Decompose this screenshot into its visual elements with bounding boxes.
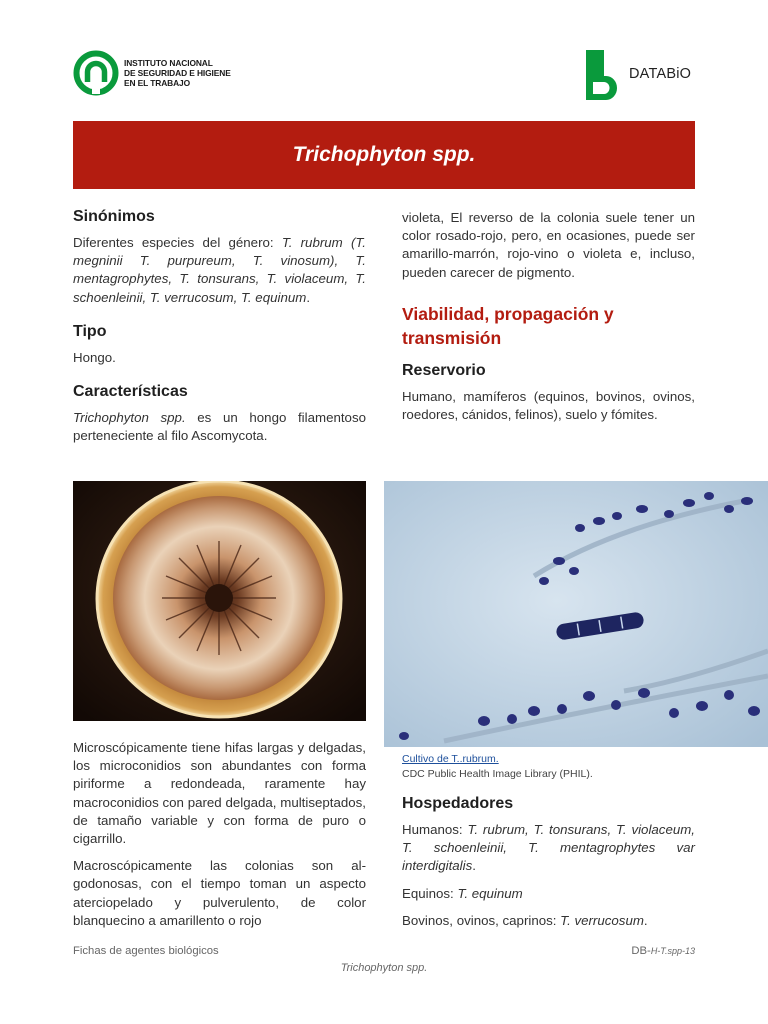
sinonimos-species: T. rubrum (T. megninii T. purpureum, T. vinosum), T. mentagrophytes, T. tonsurans, T. violaceum, T. schoenleinii, T. verrucosum, T. equinum: [73, 235, 366, 305]
footer-center: Trichophyton spp.: [340, 962, 428, 974]
sinonimos-paragraph: [73, 234, 366, 307]
caract-genus: Trichophyton spp.: [73, 410, 186, 426]
sinonimos-end: .: [306, 289, 311, 305]
hosp-bovinos-period: .: [643, 912, 648, 928]
hosp-equinos-label: Equinos:: [402, 885, 458, 901]
reservorio-heading: Reservorio: [402, 361, 486, 379]
databio-logo-icon: [586, 50, 626, 100]
hosp-equinos-species: T. equinum: [457, 885, 523, 901]
caption-link[interactable]: Cultivo de T..rubrum.: [402, 753, 499, 765]
insht-line-2: DE SEGURIDAD E HIGIENE: [124, 68, 231, 78]
insht-logo-text: [124, 58, 244, 88]
image-caption: [402, 752, 722, 782]
hospedadores-heading: Hospedadores: [402, 795, 514, 812]
right-column: [402, 209, 695, 433]
sinonimos-heading: Sinónimos: [73, 208, 155, 225]
insht-logo-icon: [73, 50, 119, 96]
databio-logo-text: DATABiO: [629, 66, 692, 82]
hosp-bovinos-label: Bovinos, ovinos, caprinos:: [402, 912, 561, 928]
microscopic-paragraph: Microscópicamente tiene hifas largas y delgadas, los microconidios son abundantes con forma piriforme a redondeada, raramente hay macroconidios con pared delgada, multiseptados, de tamaño variable y con forma de puro o cigarrillo.: [73, 740, 366, 847]
right-column-bottom: [402, 795, 695, 939]
tipo-heading: Tipo: [73, 322, 107, 340]
hosp-bovinos: [402, 912, 695, 930]
insht-line-1: INSTITUTO NACIONAL: [124, 58, 213, 68]
microscopy-image: [384, 481, 768, 747]
title-banner: [73, 121, 695, 189]
macroscopic-paragraph: Macroscópicamente las colonias son algodonosas, con el tiempo toman un aspecto aterciopelado y pulverulento, de color blanquecino a amarillento o rojo: [73, 858, 366, 928]
tipo-paragraph: Hongo.: [73, 349, 116, 365]
hosp-humanos-period: .: [472, 858, 476, 874]
page-title: Trichophyton spp.: [292, 143, 476, 166]
continuation-paragraph: violeta, El reverso de la colonia suele tener un color rosado-rojo, pero, en ocasiones, puede ser amarillo-marrón, rojo-vino o violeta e, incluso, pueden carecer de pigmento.: [402, 210, 695, 280]
hosp-humanos-label: Humanos:: [402, 822, 468, 837]
reservorio-paragraph: Humano, mamíferos (equinos, bovinos, ovinos, roedores, cánidos, felinos), suelo y fómites.: [402, 388, 695, 423]
caract-text: es un hongo filamentoso perteneciente al filo Ascomycota.: [73, 410, 366, 444]
footer-left: Fichas de agentes biológicos: [73, 945, 219, 957]
hosp-equinos: [402, 885, 695, 903]
footer-right: [560, 945, 695, 957]
left-column: [73, 208, 366, 454]
insht-line-3: EN EL TRABAJO: [124, 78, 191, 88]
caracteristicas-paragraph: [73, 409, 366, 445]
left-column-bottom: [73, 739, 366, 939]
footer-code-small: H-T.spp-13: [650, 946, 695, 956]
viabilidad-heading: Viabilidad, propagación y transmisión: [402, 303, 614, 348]
caption-source: CDC Public Health Image Library (PHIL).: [402, 768, 593, 780]
caracteristicas-heading: Características: [73, 383, 188, 401]
hosp-humanos: [402, 821, 695, 876]
petri-dish-image: [73, 481, 366, 721]
sinonimos-intro: Diferentes especies del género:: [73, 235, 282, 250]
footer-code: DB-: [631, 945, 651, 957]
hosp-bovinos-species: T. verrucosum: [560, 912, 644, 928]
hosp-humanos-species: T. rubrum, T. tonsurans, T. violaceum, T. schoenleinii, T. mentagrophytes var interdigitalis: [402, 822, 696, 874]
